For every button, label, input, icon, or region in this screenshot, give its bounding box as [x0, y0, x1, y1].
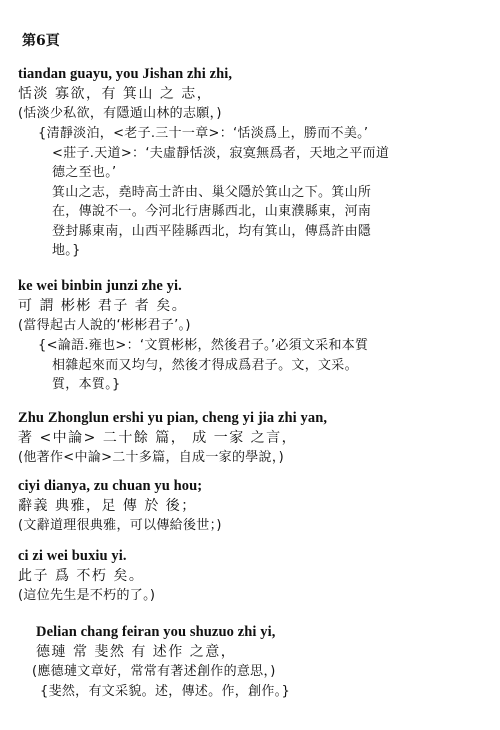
annotation-note: [40, 682, 500, 702]
translation-line: (恬淡少私欲，有隱遁山林的志願，): [18, 106, 222, 121]
entry-4: [18, 476, 488, 536]
translation-line: (文辭道理很典雅，可以傳給後世；): [18, 518, 222, 533]
pinyin-line: ci zi wei buxiu yi.: [18, 548, 127, 564]
pinyin-line: ke wei binbin junzi zhe yi.: [18, 278, 182, 294]
annotation-note: [38, 124, 488, 261]
chinese-line: 德璉 常 斐然 有 述作 之意，: [36, 644, 237, 660]
page-number: 第6頁: [22, 33, 60, 49]
pinyin-line: ciyi dianya, zu chuan yu hou;: [18, 478, 203, 494]
note-line: 德之至也。’: [52, 165, 117, 180]
entry-6: [32, 622, 500, 702]
translation-line: (他著作<中論>二十多篇，自成一家的學說，): [18, 450, 285, 465]
translation-line: (當得起古人說的‘彬彬君子’。): [18, 318, 191, 333]
pinyin-line: Zhu Zhonglun ershi yu pian, cheng yi jia zhi yan,: [18, 410, 328, 426]
chinese-line: 辭義 典雅，足 傳 於 後；: [18, 498, 197, 514]
note-line: 地。}: [52, 243, 81, 258]
note-line: 質，本質。}: [52, 377, 121, 392]
pinyin-line: tiandan guayu, you Jishan zhi zhi,: [18, 66, 233, 82]
entry-2: [18, 276, 488, 395]
note-line: 在，傳說不一。今河北行唐縣西北，山東濮縣東，河南: [52, 204, 372, 219]
annotation-note: [38, 336, 488, 395]
note-line: {斐然，有文采貌。述，傳述。作，創作。}: [40, 684, 291, 699]
entry-5: [18, 546, 488, 606]
entry-3: [18, 408, 488, 468]
entry-1: [18, 64, 488, 261]
note-line: <莊子.天道>：‘夫虛靜恬淡，寂寞無爲者，天地之平而道: [52, 145, 390, 161]
chinese-line: 著 <中論> 二十餘 篇， 成 一家 之言，: [18, 430, 298, 446]
note-line: {<論語.雍也>：‘文質彬彬，然後君子。’必須文采和本質: [38, 338, 369, 353]
chinese-line: 恬淡 寡欲，有 箕山 之 志，: [18, 86, 213, 102]
translation-line: (這位先生是不朽的了。): [18, 588, 156, 603]
note-line: 箕山之志，堯時高士許由、巢父隱於箕山之下。箕山所: [52, 184, 372, 200]
note-line: 相雜起來而又均勻，然後才得成爲君子。文，文采。: [52, 357, 358, 373]
chinese-line: 此子 爲 不朽 矣。: [18, 568, 145, 584]
translation-line: (應德璉文章好，常常有著述創作的意思，): [32, 664, 276, 679]
pinyin-line: Delian chang feiran you shuzuo zhi yi,: [36, 624, 276, 640]
note-line: {清靜淡泊，<老子.三十一章>：‘恬淡爲上，勝而不美。’: [38, 126, 369, 141]
chinese-line: 可 謂 彬彬 君子 者 矣。: [18, 298, 188, 314]
note-line: 登封縣東南，山西平陸縣西北，均有箕山，傳爲許由隱: [52, 223, 372, 239]
